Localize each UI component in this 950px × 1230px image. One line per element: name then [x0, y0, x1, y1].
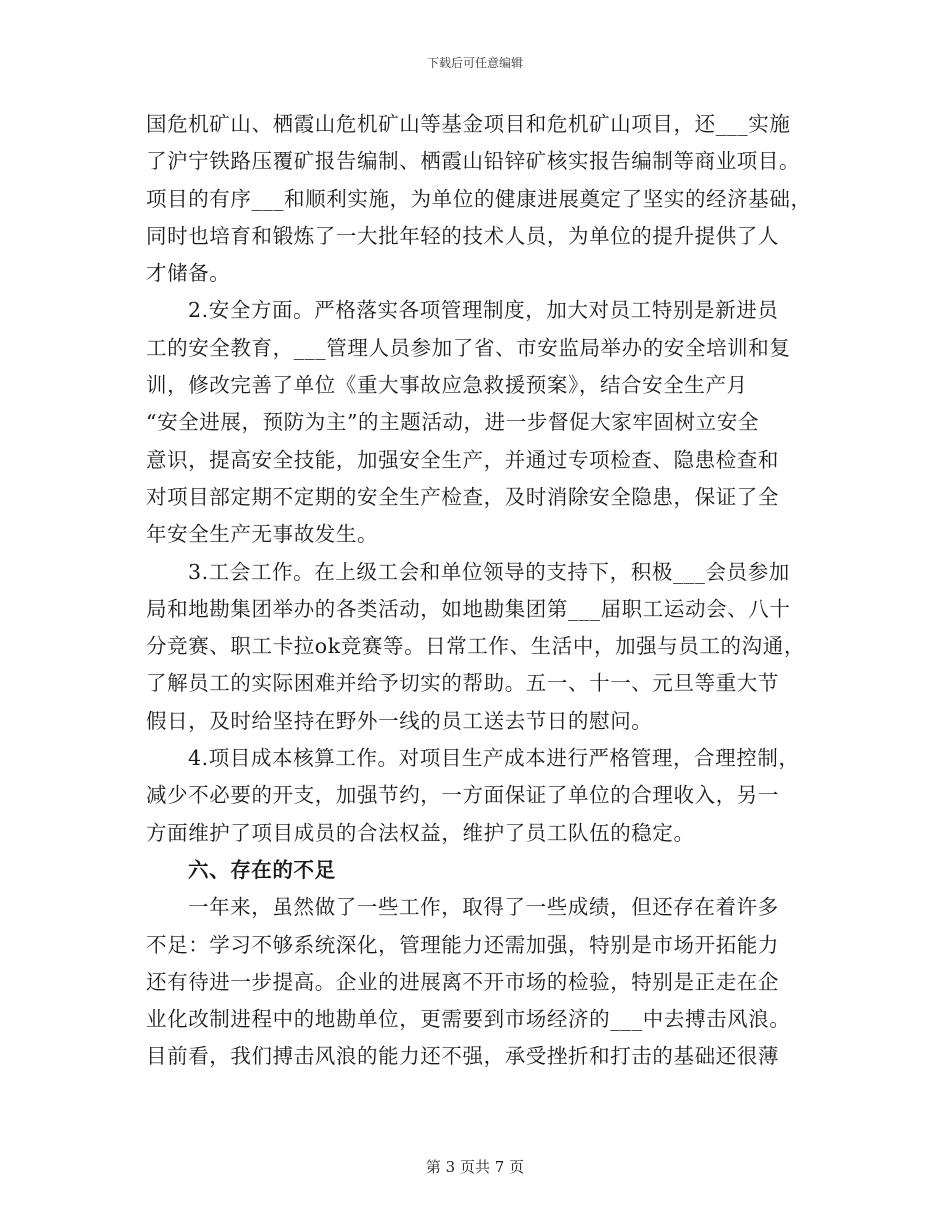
text-line: 2.安全方面。严格落实各项管理制度，加大对员工特别是新进员	[188, 298, 779, 323]
text-line: 不足：学习不够系统深化，管理能力还需加强，特别是市场开拓能力	[146, 932, 779, 957]
text-line: 国危机矿山、栖霞山危机矿山等基金项目和危机矿山项目，还___实施	[146, 112, 791, 136]
text-line: 才储备。	[146, 261, 231, 286]
page-number-footer: 第 3 页共 7 页	[425, 1158, 525, 1176]
text-line: 3.工会工作。在上级工会和单位领导的支持下，积极___会员参加	[188, 559, 790, 584]
text-line: 目前看，我们搏击风浪的能力还不强，承受挫折和打击的基础还很薄	[146, 1044, 779, 1069]
page-header: 下载后可任意编辑	[426, 56, 523, 70]
text-line: 同时也培育和锻炼了一大批年轻的技术人员，为单位的提升提供了人	[146, 223, 779, 248]
text-line: 意识，提高安全技能，加强安全生产，并通过专项检查、隐患检查和	[146, 447, 779, 472]
text-line: 对项目部定期不定期的安全生产检查，及时消除安全隐患，保证了全	[146, 484, 779, 509]
text-line: 项目的有序___和顺利实施，为单位的健康进展奠定了坚实的经济基础，	[146, 186, 812, 211]
section-heading: 六、存在的不足	[188, 857, 336, 882]
text-line: 分竞赛、职工卡拉ok竞赛等。日常工作、生活中，加强与员工的沟通，	[146, 634, 805, 659]
text-line: 减少不必要的开支，加强节约，一方面保证了单位的合理收入，另一	[146, 783, 779, 808]
text-line: 假日，及时给坚持在野外一线的员工送去节日的慰问。	[146, 708, 653, 733]
text-line: 了解员工的实际困难并给予切实的帮助。五一、十一、元旦等重大节	[146, 671, 779, 696]
text-line: 局和地勘集团举办的各类活动，如地勘集团第___届职工运动会、八十	[146, 596, 791, 621]
text-line: 了沪宁铁路压覆矿报告编制、栖霞山铅锌矿核实报告编制等商业项目。	[146, 149, 801, 174]
document-body	[146, 106, 818, 1076]
text-line: 年安全生产无事故发生。	[146, 522, 379, 547]
text-line: 4.项目成本核算工作。对项目生产成本进行严格管理，合理控制，	[188, 746, 800, 771]
text-line: “安全进展，预防为主”的主题活动，进一步督促大家牢固树立安全	[146, 410, 759, 435]
text-line: 训，修改完善了单位《重大事故应急救援预案》，结合安全生产月	[146, 373, 748, 398]
text-line: 一年来，虽然做了一些工作，取得了一些成绩，但还存在着许多	[188, 895, 779, 920]
text-line: 工的安全教育，___管理人员参加了省、市安监局举办的安全培训和复	[146, 335, 791, 360]
text-line: 方面维护了项目成员的合法权益，维护了员工队伍的稳定。	[146, 820, 695, 845]
text-line: 还有待进一步提高。企业的进展离不开市场的检验，特别是正走在企	[146, 969, 779, 994]
text-line: 业化改制进程中的地勘单位，更需要到市场经济的___中去搏击风浪。	[146, 1007, 791, 1032]
